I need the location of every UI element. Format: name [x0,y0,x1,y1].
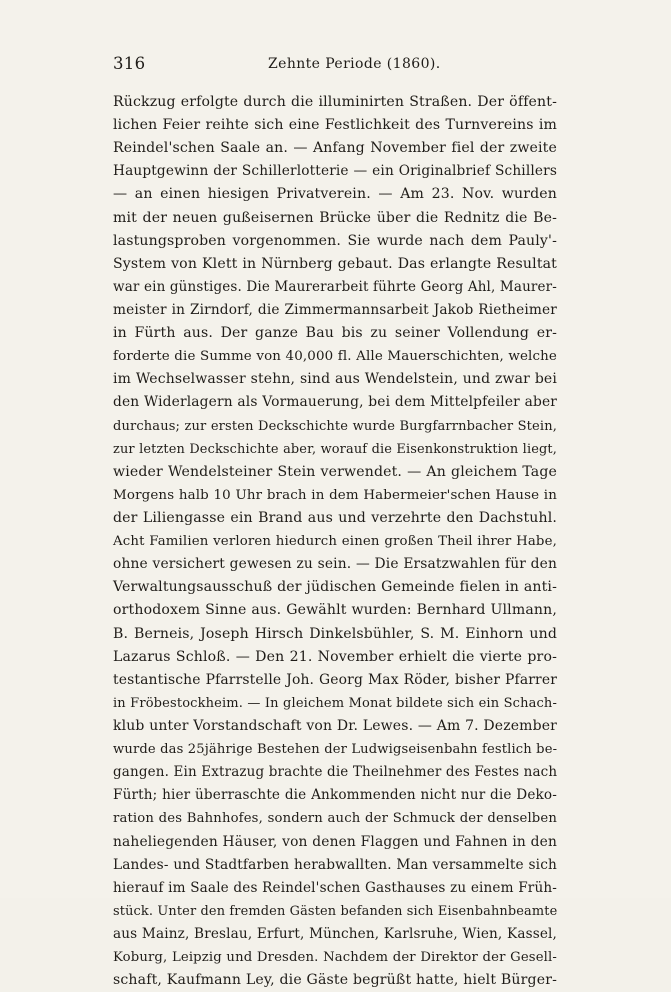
text-line: naheliegenden Häuser, von denen Flaggen und Fahnen in den [113,833,557,850]
text-line: Verwaltungsausschuß der jüdischen Gemeinde fielen in anti- [113,579,557,596]
text-line: in Fürth aus. Der ganze Bau bis zu seiner Vollendung er- [113,325,557,342]
body-text [113,91,557,992]
page-header [113,54,557,78]
text-line: stück. Unter den fremden Gästen befanden sich Eisenbahnbeamte [113,903,558,919]
text-line: schaft, Kaufmann Ley, die Gäste begrüßt hatte, hielt Bürger- [113,972,557,989]
text-line: Koburg, Leipzig und Dresden. Nachdem der Direktor der Gesell- [113,950,557,966]
text-line: mit der neuen gußeisernen Brücke über die Rednitz die Be- [113,209,557,226]
page-number: 316 [113,54,146,73]
text-line: lichen Feier reihte sich eine Festlichkeit des Turnvereins im [113,117,557,134]
text-line: Fürth; hier überraschte die Ankommenden nicht nur die Deko- [113,787,557,804]
text-line: in Fröbestockheim. — In gleichem Monat bildete sich ein Schach- [113,695,557,711]
text-line: den Widerlagern als Vormauerung, bei dem Mittelpfeiler aber [113,394,557,411]
text-line: meister in Zirndorf, die Zimmermannsarbeit Jakob Rietheimer [113,301,557,318]
text-line: Morgens halb 10 Uhr brach in dem Habermeier'schen Hause in [113,487,557,503]
text-line: — an einen hiesigen Privatverein. — Am 23. Nov. wurden [113,186,557,203]
text-line: Lazarus Schloß. — Den 21. November erhielt die vierte pro- [113,648,557,665]
text-line: orthodoxem Sinne aus. Gewählt wurden: Bernhard Ullmann, [113,602,557,619]
text-line: Hauptgewinn der Schillerlotterie — ein Originalbrief Schillers [113,163,557,180]
text-line: zur letzten Deckschichte aber, worauf die Eisenkonstruktion liegt, [113,441,557,457]
text-line: Acht Familien verloren hiedurch einen großen Theil ihrer Habe, [113,534,557,550]
text-line: klub unter Vorstandschaft von Dr. Lewes. — Am 7. Dezember [113,717,557,734]
text-line: Landes- und Stadtfarben herabwallten. Man versammelte sich [113,856,557,873]
text-line: wieder Wendelsteiner Stein verwendet. — An gleichem Tage [113,463,557,480]
text-line: Reindel'schen Saale an. — Anfang November fiel der zweite [113,140,557,157]
text-line: im Wechselwasser stehn, sind aus Wendelstein, und zwar bei [113,371,557,388]
text-line: System von Klett in Nürnberg gebaut. Das erlangte Resultat [113,255,557,272]
text-line: ohne versichert gewesen zu sein. — Die Ersatzwahlen für den [113,556,557,573]
text-line: durchaus; zur ersten Deckschichte wurde Burgfarrnbacher Stein, [113,418,557,434]
text-line: wurde das 25jährige Bestehen der Ludwigseisenbahn festlich be- [113,742,558,758]
text-line: war ein günstiges. Die Maurerarbeit führte Georg Ahl, Maurer- [113,278,557,295]
text-line: lastungsproben vorgenommen. Sie wurde nach dem Pauly'- [113,232,557,249]
text-line: Rückzug erfolgte durch die illuminirten Straßen. Der öffent- [113,94,557,110]
text-line: B. Berneis, Joseph Hirsch Dinkelsbühler, S. M. Einhorn und [113,625,557,642]
text-line: testantische Pfarrstelle Joh. Georg Max Röder, bisher Pfarrer [113,671,557,688]
text-line: forderte die Summe von 40,000 fl. Alle Mauerschichten, welche [113,349,557,365]
text-line: der Liliengasse ein Brand aus und verzehrte den Dachstuhl. [113,509,557,526]
text-line: aus Mainz, Breslau, Erfurt, München, Karlsruhe, Wien, Kassel, [113,925,557,942]
text-line: gangen. Ein Extrazug brachte die Theilnehmer des Festes nach [113,764,558,781]
text-line: ration des Bahnhofes, sondern auch der Schmuck der denselben [113,811,557,827]
text-line: hierauf im Saale des Reindel'schen Gasthauses zu einem Früh- [113,879,557,896]
running-head: Zehnte Periode (1860). [268,56,441,72]
